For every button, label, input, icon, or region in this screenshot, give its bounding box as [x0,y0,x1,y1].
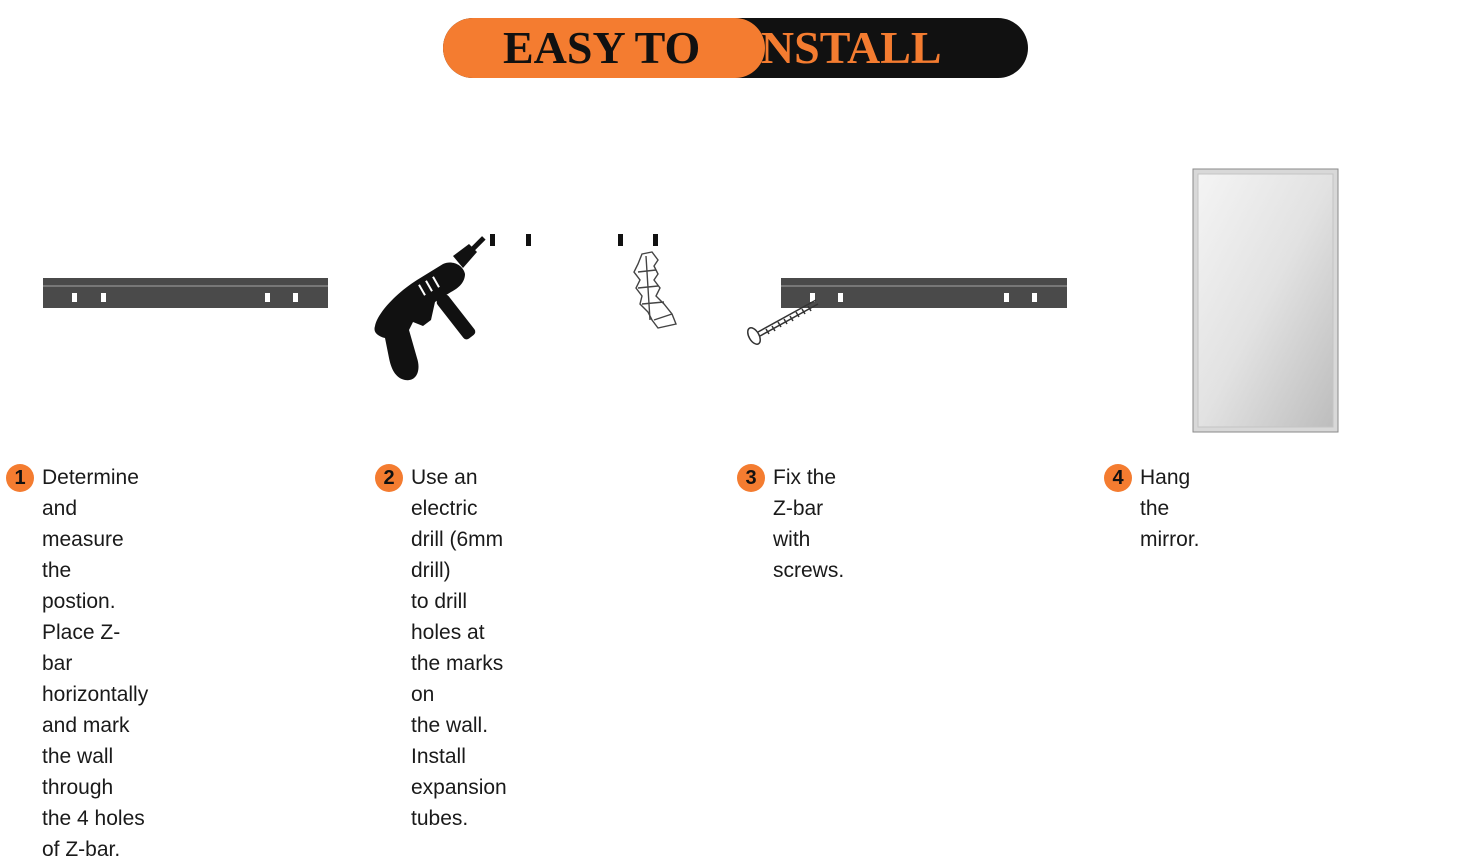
banner-text [443,18,1028,78]
step-text-line: postion. Place Z-bar [42,590,121,675]
banner-title-part1: EASY TO [503,22,701,73]
expansion-tube-icon [628,250,688,332]
step-description [411,462,507,834]
step-number-badge: 3 [737,464,765,492]
step-description [773,462,844,586]
step-number-badge: 2 [375,464,403,492]
wall-marks-icon [488,232,666,248]
step-description [42,462,148,865]
step-text-line: tubes. [411,807,469,830]
banner-title-part2: INSTALL [743,22,942,73]
title-banner [443,18,1028,78]
step-text-line: horizontally and mark the wall [42,683,149,768]
step-number-badge: 1 [6,464,34,492]
step-text-line: through the 4 holes of Z-bar. [42,776,145,861]
step-text-line: to drill holes at the marks on [411,590,504,706]
z-bar-icon [42,276,330,310]
step-description [1140,462,1199,555]
mirror-icon [1192,168,1340,434]
electric-drill-icon [365,230,505,385]
step-text-line: Hang the mirror. [1140,466,1200,551]
step-text-line: the wall. Install expansion [411,714,507,799]
step-text-line: Use an electric drill (6mm drill) [411,466,504,582]
step-text-line: Determine and measure the [42,466,139,582]
step-number-badge: 4 [1104,464,1132,492]
step-text-line: Fix the Z-bar with screws. [773,466,845,582]
screw-icon [744,292,824,346]
